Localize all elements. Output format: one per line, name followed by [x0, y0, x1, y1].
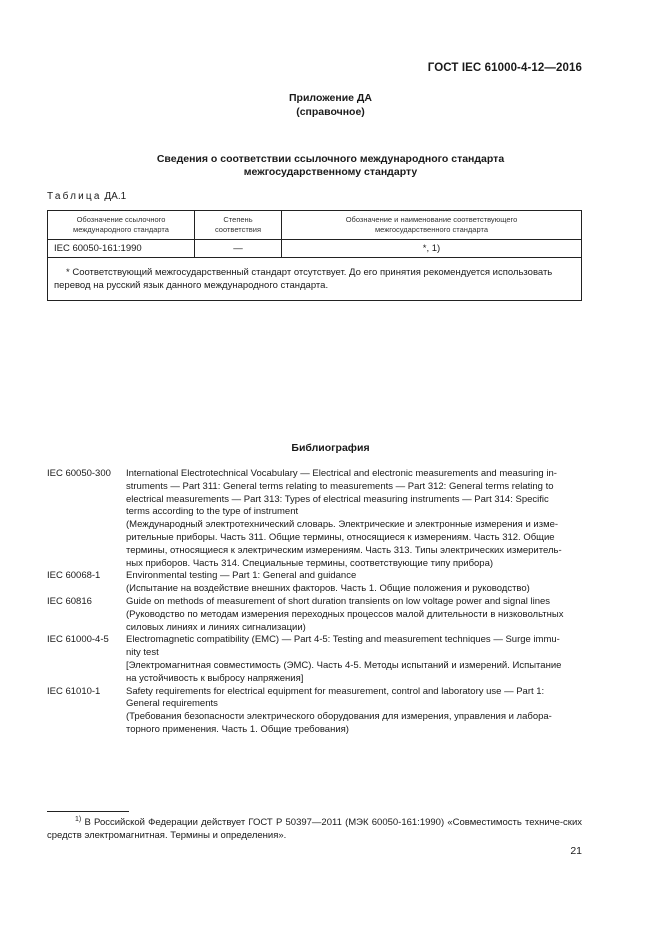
cell-ref: IEC 60050-161:1990	[48, 240, 195, 258]
bib-line: General requirements	[126, 698, 218, 710]
bibliography-code: IEC 61000-4-5	[47, 634, 109, 646]
table-header-row	[48, 211, 582, 240]
bib-line: рительные приборы. Часть 311. Общие термины, относящиеся к измерениям. Часть 312. Общие	[126, 531, 555, 543]
table-caption	[47, 191, 126, 202]
bibliography-entry	[47, 468, 584, 570]
table-header-national	[282, 211, 582, 240]
header-ref-line-1: Обозначение ссылочного	[76, 215, 166, 224]
table-note-row	[48, 258, 582, 301]
bib-line: Environmental testing — Part 1: General and guidance	[126, 570, 357, 582]
bib-line: термины, относящиеся к электрическим измерениям. Часть 313. Типы электрических измеритель-	[126, 544, 562, 556]
bibliography-code: IEC 60050-300	[47, 468, 111, 479]
bibliography-text	[126, 686, 584, 737]
cell-degree: —	[195, 240, 282, 258]
table-note-line-1: * Соответствующий межгосударственный стандарт отсутствует. До его принятия рекомендуется использовать	[66, 267, 553, 278]
cell-national: *, 1)	[282, 240, 582, 258]
bib-line: на устойчивость к выбросу напряжения]	[126, 672, 304, 684]
bibliography-text	[126, 570, 584, 596]
bib-line: struments — Part 311: General terms relating to measurements — Part 312: General terms relating to	[126, 480, 554, 492]
table-note-line-2: перевод на русский язык данного международного стандарта.	[54, 280, 329, 291]
annex-title: Приложение ДА	[289, 92, 372, 104]
bib-line: (Испытание на воздействие внешних факторов. Часть 1. Общие положения и руководство)	[126, 583, 530, 595]
bib-line: Guide on methods of measurement of short duration transients on low voltage power and signal lines	[126, 595, 551, 607]
bib-line: ных приборов. Часть 314. Специальные термины, соответствующие типу прибора)	[126, 557, 494, 569]
bib-line: (Руководство по методам измерения переходных процессов малой длительности в низковольтных	[126, 608, 564, 620]
bibliography-entry	[47, 686, 584, 737]
header-ref-line-2: международного стандарта	[73, 225, 169, 234]
bib-line: International Electrotechnical Vocabulary — Electrical and electronic measurements and measuring in-	[126, 468, 557, 479]
page-number: 21	[570, 845, 582, 857]
bib-line: (Требования безопасности электрического оборудования для измерения, управления и лабора-	[126, 711, 552, 723]
bib-line: [Электромагнитная совместимость (ЭМС). Часть 4-5. Методы испытаний и измерений. Испытание	[126, 659, 562, 671]
bibliography-code: IEC 60068-1	[47, 570, 101, 582]
bib-line: Electromagnetic compatibility (EMC) — Part 4-5: Testing and measurement techniques — Surge immu-	[126, 634, 560, 646]
footnote-mark: 1)	[75, 816, 82, 823]
header-degree-line-1: Степень	[223, 215, 253, 224]
bibliography-code: IEC 60816	[47, 595, 92, 607]
table-row	[48, 240, 582, 258]
section-title-line-2: межгосударственному стандарту	[243, 166, 418, 178]
bibliography-entry	[47, 570, 584, 596]
bibliography-list	[47, 468, 584, 737]
bibliography-title: Библиография	[291, 442, 370, 454]
table-header-ref	[48, 211, 195, 240]
header-national-line-2: межгосударственного стандарта	[375, 225, 488, 234]
table-caption-number: ДА.1	[104, 191, 127, 202]
bibliography-text	[126, 634, 584, 685]
bib-line: Safety requirements for electrical equipment for measurement, control and laboratory use — Part 1:	[126, 685, 545, 697]
section-title-line-1: Сведения о соответствии ссылочного международного стандарта	[156, 153, 505, 165]
bibliography-text	[126, 468, 584, 570]
bib-line: terms according to the type of instrument	[126, 506, 299, 518]
table-caption-word: Таблица	[47, 191, 102, 202]
bib-line: (Международный электротехнический словарь. Электрические и электронные измерения и изме-	[126, 519, 559, 531]
document-code: ГОСТ IEC 61000-4-12—2016	[427, 62, 582, 74]
section-title	[0, 153, 661, 179]
bib-line: силовых линиях и линиях сигнализации)	[126, 621, 306, 633]
bibliography-text	[126, 596, 584, 634]
correspondence-table	[47, 210, 582, 301]
table-note	[48, 258, 582, 301]
bib-line: electrical measurements — Part 313: Types of electrical measuring instruments — Part 314: Specific	[126, 493, 549, 505]
header-national-line-1: Обозначение и наименование соответствующего	[345, 215, 518, 224]
bib-line: nity test	[126, 647, 159, 659]
header-degree-line-2: соответствия	[214, 225, 262, 234]
footnote-text: В Российской Федерации действует ГОСТ Р 50397—2011 (МЭК 60050-161:1990) «Совместимость техниче-ских средств электромагнитная. Термины и определения».	[47, 817, 582, 841]
bib-line: торного применения. Часть 1. Общие требования)	[126, 723, 349, 735]
table-header-degree	[195, 211, 282, 240]
footnote	[47, 816, 582, 842]
bibliography-entry	[47, 634, 584, 685]
annex-heading	[0, 91, 661, 119]
footnote-divider	[47, 811, 129, 812]
annex-subtitle: (справочное)	[296, 106, 365, 118]
bibliography-code: IEC 61010-1	[47, 685, 101, 697]
bibliography-entry	[47, 596, 584, 634]
